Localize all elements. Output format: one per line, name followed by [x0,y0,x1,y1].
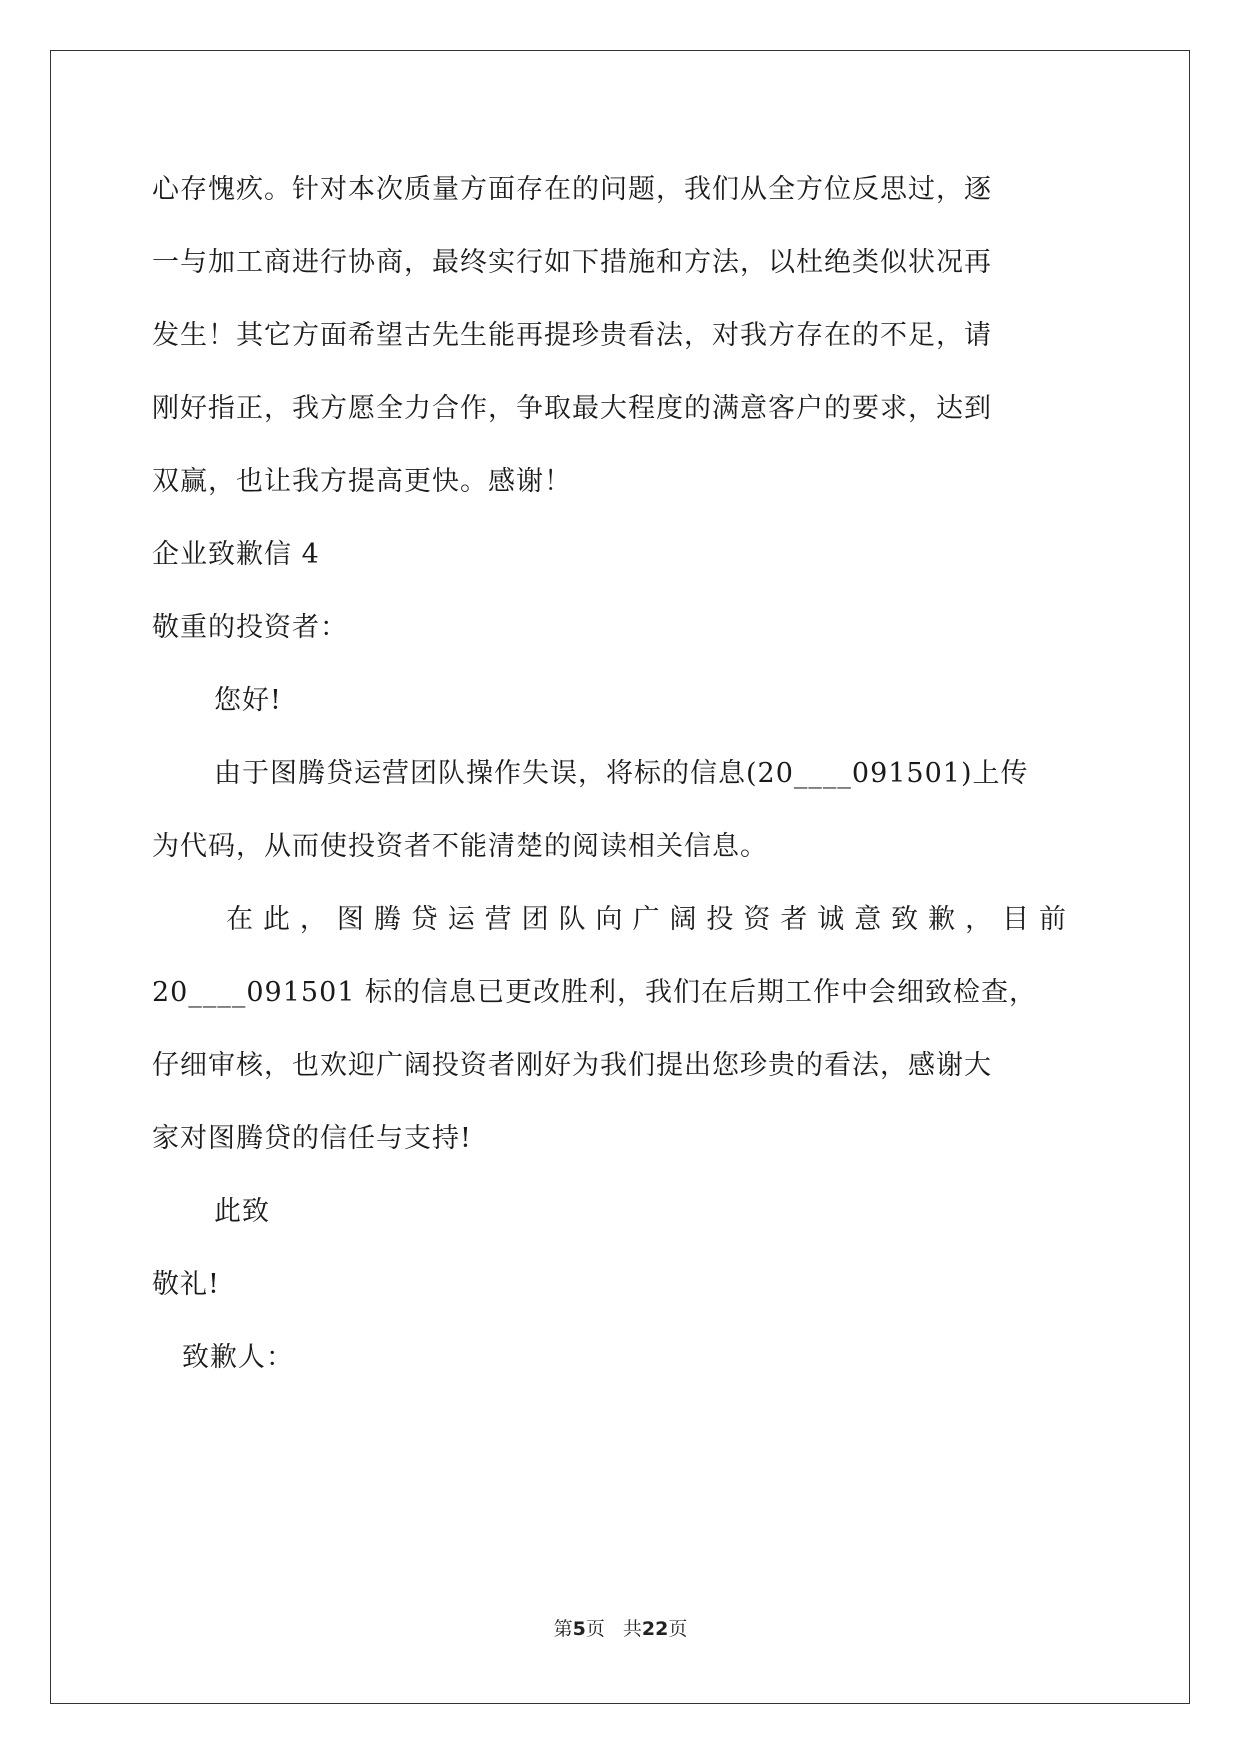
footer-total-suffix: 页 [668,1618,688,1640]
body-line-1: 心存愧疚。针对本次质量方面存在的问题，我们从全方位反思过，逐 [152,174,992,205]
footer-total-prefix: 共 [622,1618,642,1640]
letter-title: 企业致歉信 4 [152,539,320,570]
footer-page-number: 5 [572,1618,586,1640]
page-border [50,50,1190,1704]
body-line-4: 刚好指正，我方愿全力合作，争取最大程度的满意客户的要求，达到 [152,393,992,424]
paragraph-1-line-2: 为代码，从而使投资者不能清楚的阅读相关信息。 [152,831,768,862]
regards: 敬礼! [152,1269,220,1300]
closing: 此致 [214,1196,270,1227]
body-line-2: 一与加工商进行协商，最终实行如下措施和方法，以杜绝类似状况再 [152,247,992,278]
footer-page-suffix: 页 [585,1618,605,1640]
footer-total-pages: 22 [641,1618,669,1640]
signature-label: 致歉人： [182,1342,294,1373]
body-line-3: 发生！其它方面希望古先生能再提珍贵看法，对我方存在的不足，请 [152,320,992,351]
footer-prefix: 第 [553,1618,573,1640]
paragraph-2-line-2: 20____091501 标的信息已更改胜利，我们在后期工作中会细致检查， [152,977,1038,1008]
paragraph-2-line-1: 在此，图腾贷运营团队向广阔投资者诚意致歉，目前 [226,904,1067,935]
paragraph-2-line-3: 仔细审核，也欢迎广阔投资者刚好为我们提出您珍贵的看法，感谢大 [152,1050,992,1081]
body-line-5: 双赢，也让我方提高更快。感谢！ [152,466,572,497]
salutation: 敬重的投资者： [152,612,348,643]
greeting: 您好! [214,685,282,716]
paragraph-1-line-1: 由于图腾贷运营团队操作失误，将标的信息(20____091501)上传 [214,758,1029,789]
paragraph-2-line-4: 家对图腾贷的信任与支持! [152,1123,472,1154]
page-footer [0,1614,1241,1641]
